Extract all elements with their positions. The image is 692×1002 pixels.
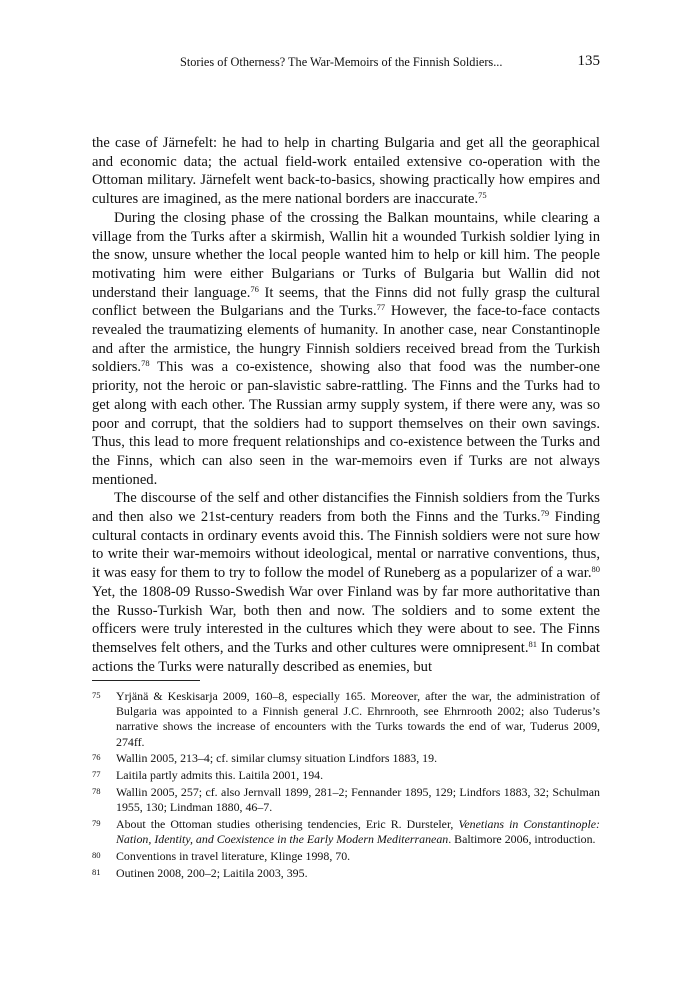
footnotes: [92, 689, 600, 883]
paragraph-text: During the closing phase of the crossing the Balkan mountains, while clearing a village from the Turks after a skirmish, Wallin hit a wounded Turkish soldier lying in the snow, unsure whether the local people wanted him to help or kill him. The people motivating him were either Bulgarians or Turks of Bulgaria but Wallin did not understand their language.: [92, 209, 600, 301]
footnote: [92, 689, 600, 750]
footnote-ref: 78: [141, 358, 150, 369]
footnote: [92, 768, 600, 783]
book-title: Venetians in Constantinople: Nation, Identity, and Coexistence in the Early Modern Mediterranean: [116, 817, 600, 847]
page-number: 135: [577, 53, 600, 69]
footnote-text: Wallin 2005, 257; cf. also Jernvall 1899, 281–2; Fennander 1895, 129; Lindfors 1883, 32; Schulman 1955, 130; Lindman 1880, 46–7.: [116, 785, 600, 815]
paragraph-text: the case of Järnefelt: he had to help in charting Bulgaria and get all the georaphical and economic data; the actual field-work entailed extensive co-operation with the Ottoman military. Järnefelt went back-to-basics, showing practically how empires and cultures are imagined, as the mere national borders are inaccurate.: [92, 135, 600, 208]
footnote: [92, 785, 600, 815]
footnote-number: 79: [92, 818, 101, 828]
paragraph-text: In combat actions the Turks were naturally described as enemies, but: [92, 639, 600, 675]
footnote-number: 75: [92, 690, 101, 700]
footnote-ref: 80: [591, 564, 600, 575]
footnote-text: Conventions in travel literature, Klinge 1998, 70.: [116, 849, 351, 863]
footnote: [92, 817, 600, 847]
footnote-separator: [92, 680, 200, 681]
footnote-text-part: . Baltimore 2006, introduction.: [448, 832, 596, 847]
paragraph: [92, 209, 600, 490]
footnote-text: Yrjänä & Keskisarja 2009, 160–8, especially 165. Moreover, after the war, the administration of Bulgaria was appointed to a Finnish general J.C. Ehrnrooth, see Ehrnrooth 2002; also Tuderus’s narrative shows the increase of encounters with the Turks towards the end of war, Tuderus 2009, 274ff.: [116, 689, 600, 749]
running-title: Stories of Otherness? The War-Memoirs of the Finnish Soldiers...: [180, 55, 503, 69]
body-text: [92, 134, 600, 676]
footnote-text-part: About the Ottoman studies otherising tendencies, Eric R. Dursteler,: [116, 817, 459, 831]
footnote-ref: 75: [478, 190, 487, 201]
footnote-ref: 79: [540, 508, 550, 519]
paragraph: [92, 489, 600, 676]
footnote-ref: 81: [528, 638, 537, 649]
footnote-text: [116, 817, 600, 847]
footnote-number: 77: [92, 769, 101, 780]
paragraph-text: Finding cultural contacts in ordinary events avoid this. The Finnish soldiers were not sure how to write their war-memoirs without ideological, mental or narrative conventions, thus, it was easy for them to try to follow the model of Runeberg as a popularizer of a war.: [92, 509, 601, 582]
footnote-ref: 77: [376, 302, 386, 313]
footnote-number: 81: [92, 866, 101, 877]
footnote: [92, 849, 600, 864]
footnote-number: 76: [92, 752, 101, 763]
footnote-number: 80: [92, 850, 101, 860]
paragraph-text: It seems, that the Finns did not fully grasp the cultural conflict between the Bulgarians and the Turks.: [92, 284, 600, 320]
footnote-text: Wallin 2005, 213–4; cf. similar clumsy situation Lindfors 1883, 19.: [116, 751, 438, 766]
paragraph-text: This was a co-existence, showing also that food was the number-one priority, not the heroic or pan-slavistic sabre-rattling. The Finns and the Turks had to get along with each other. The Russian army supply system, if there were any, was so poor and corrupt, that the soldiers had to support themselves on their own savings. Thus, this lead to more frequent relationships and co-existence between the Turks and the Finns, which can also seen in the war-memoirs even if Turks are not always mentioned.: [92, 359, 600, 488]
paragraph-text: Yet, the 1808-09 Russo-Swedish War over Finland was by far more authoritative than the Russo-Turkish War, both then and now. The soldiers and to some extent the officers were truly interested in the cultures which they were about to see. The Finns themselves felt others, and the Turks and other cultures were omnipresent.: [92, 583, 600, 656]
footnote-ref: 76: [250, 283, 259, 294]
paragraph: [92, 134, 600, 209]
footnote: [92, 866, 600, 881]
footnote-text: Outinen 2008, 200–2; Laitila 2003, 395.: [116, 865, 308, 880]
footnote-text: Laitila partly admits this. Laitila 2001, 194.: [116, 768, 324, 783]
footnote: [92, 751, 600, 766]
paragraph-text: However, the face-to-face contacts revealed the traumatizing elements of humanity. In another case, near Constantinople and after the armistice, the hungry Finnish soldiers received bread from the Turkish soldiers.: [92, 303, 600, 376]
paragraph-text: The discourse of the self and other distancifies the Finnish soldiers from the Turks and then also we 21st-century readers from both the Finns and the Turks.: [92, 490, 600, 526]
footnote-number: 78: [92, 786, 101, 796]
